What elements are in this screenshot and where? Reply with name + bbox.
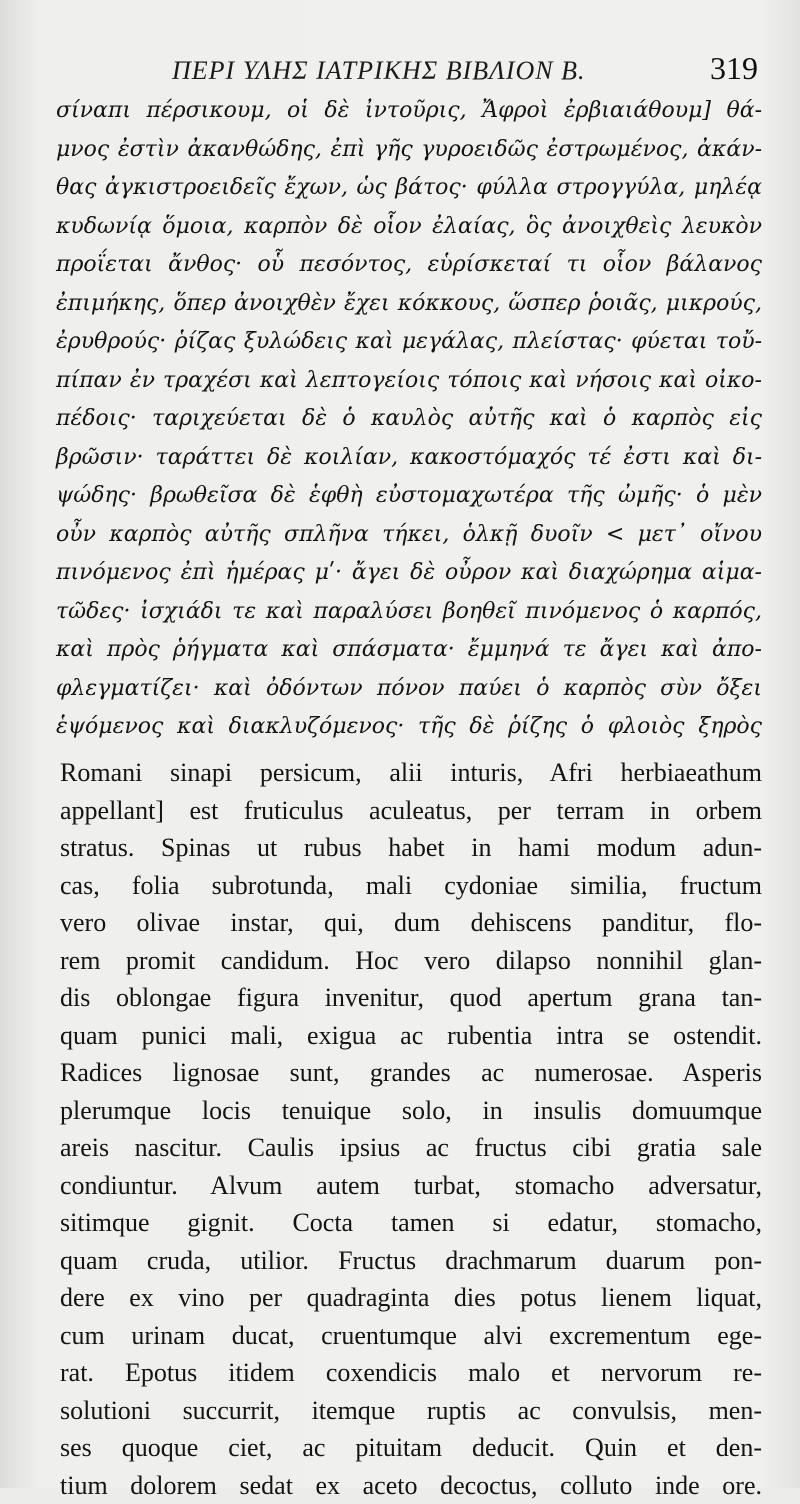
latin-text-line: rat. Epotus itidem coxendicis malo et nervorum re-	[60, 1354, 762, 1392]
greek-text-line: ἐπιμήκης, ὅπερ ἀνοιχθὲν ἔχει κόκκους, ὥσπερ ῥοιᾶς, μικρούς,	[56, 285, 762, 324]
latin-text-line: areis nascitur. Caulis ipsius ac fructus cibi gratia sale	[60, 1129, 762, 1167]
greek-text-line: μνος ἐστὶν ἀκανθώδης, ἐπὶ γῆς γυροειδῶς ἐστρωμένος, ἀκάν-	[56, 131, 762, 170]
latin-text-line: dere ex vino per quadraginta dies potus lienem liquat,	[60, 1279, 762, 1317]
latin-text-line: cas, folia subrotunda, mali cydoniae similia, fructum	[60, 867, 762, 905]
latin-text-line: plerumque locis tenuique solo, in insulis domuumque	[60, 1092, 762, 1130]
page-number: 319	[710, 50, 758, 87]
greek-text-line: πίπαν ἐν τραχέσι καὶ λεπτογείοις τόποις καὶ νήσοις καὶ οἰκο-	[56, 362, 762, 401]
greek-text-line: καὶ πρὸς ῥήγματα καὶ σπάσματα· ἔμμηνά τε ἄγει καὶ ἀπο-	[56, 631, 762, 670]
page-header	[58, 48, 758, 98]
latin-text-line: rem promit candidum. Hoc vero dilapso nonnihil glan-	[60, 942, 762, 980]
greek-text-line: οὖν καρπὸς αὐτῆς σπλῆνα τήκει, ὁλκῇ δυοῖν < μετ᾽ οἴνου	[56, 516, 762, 555]
running-title: ΠΕΡΙ ΥΛΗΣ ΙΑΤΡΙΚΗΣ ΒΙΒΛΙΟΝ Β.	[172, 56, 586, 86]
greek-text-line: θας ἀγκιστροειδεῖς ἔχων, ὡς βάτος· φύλλα στρογγύλα, μηλέᾳ	[56, 169, 762, 208]
greek-text-line: φλεγματίζει· καὶ ὀδόντων πόνον παύει ὁ καρπὸς σὺν ὄξει	[56, 670, 762, 709]
greek-text-line: ἐρυθρούς· ῥίζας ξυλώδεις καὶ μεγάλας, πλείστας· φύεται τοὔ-	[56, 323, 762, 362]
latin-text-block	[60, 754, 762, 1504]
greek-text-line: τῶδες· ἰσχιάδι τε καὶ παραλύσει βοηθεῖ πινόμενος ὁ καρπός,	[56, 593, 762, 632]
greek-text-block	[56, 92, 762, 747]
latin-text-line: quam cruda, utilior. Fructus drachmarum duarum pon-	[60, 1242, 762, 1280]
greek-text-line: πέδοις· ταριχεύεται δὲ ὁ καυλὸς αὐτῆς καὶ ὁ καρπὸς εἰς	[56, 400, 762, 439]
latin-text-line: sitimque gignit. Cocta tamen si edatur, stomacho,	[60, 1204, 762, 1242]
greek-text-line: προΐεται ἄνθος· οὗ πεσόντος, εὑρίσκεταί τι οἷον βάλανος	[56, 246, 762, 285]
latin-text-line: quam punici mali, exigua ac rubentia intra se ostendit.	[60, 1017, 762, 1055]
greek-text-line: πινόμενος ἐπὶ ἡμέρας μʹ· ἄγει δὲ οὖρον καὶ διαχώρημα αἱμα-	[56, 554, 762, 593]
greek-text-line: ἑψόμενος καὶ διακλυζόμενος· τῆς δὲ ῥίζης ὁ φλοιὸς ξηρὸς	[56, 708, 762, 747]
latin-text-line: tium dolorem sedat ex aceto decoctus, colluto inde ore.	[60, 1467, 762, 1504]
greek-text-line: ψώδης· βρωθεῖσα δὲ ἑφθὴ εὐστομαχωτέρα τῆς ὠμῆς· ὁ μὲν	[56, 477, 762, 516]
latin-text-line: stratus. Spinas ut rubus habet in hami modum adun-	[60, 829, 762, 867]
latin-text-line: vero olivae instar, qui, dum dehiscens panditur, flo-	[60, 904, 762, 942]
greek-text-line: κυδωνίᾳ ὅμοια, καρπὸν δὲ οἷον ἐλαίας, ὃς ἀνοιχθεὶς λευκὸν	[56, 208, 762, 247]
latin-text-line: condiuntur. Alvum autem turbat, stomacho adversatur,	[60, 1167, 762, 1205]
latin-text-line: cum urinam ducat, cruentumque alvi excrementum ege-	[60, 1317, 762, 1355]
latin-text-line: Romani sinapi persicum, alii inturis, Afri herbiaeathum	[60, 754, 762, 792]
latin-text-line: appellant] est fruticulus aculeatus, per terram in orbem	[60, 792, 762, 830]
latin-text-line: ses quoque ciet, ac pituitam deducit. Quin et den-	[60, 1429, 762, 1467]
greek-text-line: βρῶσιν· ταράττει δὲ κοιλίαν, κακοστόμαχός τέ ἐστι καὶ δι-	[56, 439, 762, 478]
latin-text-line: Radices lignosae sunt, grandes ac numerosae. Asperis	[60, 1054, 762, 1092]
greek-text-line: σίναπι πέρσικουμ, οἱ δὲ ἰντοῦρις, Ἄφροὶ ἐρβιαιάθουμ] θά-	[56, 92, 762, 131]
latin-text-line: solutioni succurrit, itemque ruptis ac convulsis, men-	[60, 1392, 762, 1430]
latin-text-line: dis oblongae figura invenitur, quod apertum grana tan-	[60, 979, 762, 1017]
